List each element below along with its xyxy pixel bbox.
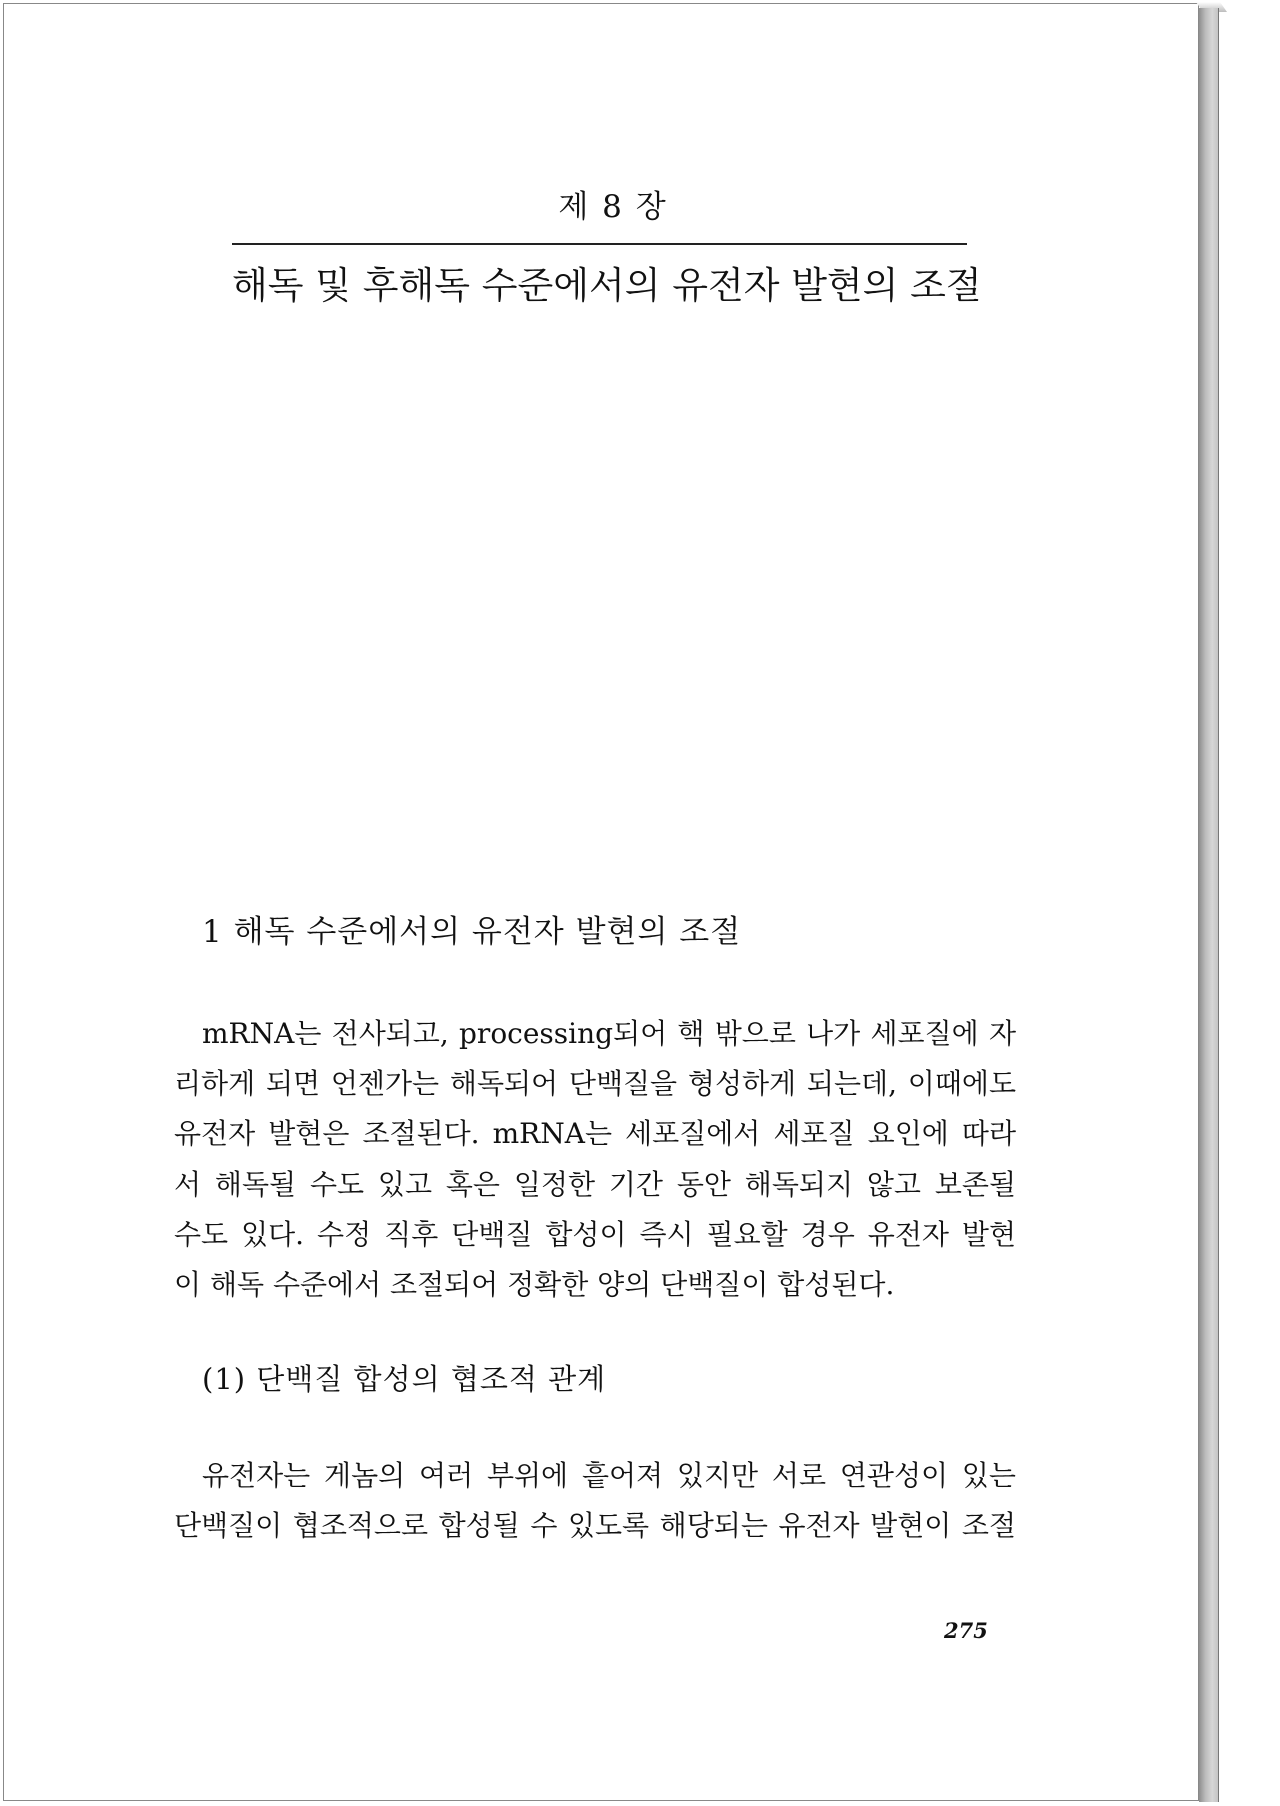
paragraph-line: 유전자는 게놈의 여러 부위에 흩어져 있지만 서로 연관성이 있는: [202, 1459, 1016, 1492]
chapter-label: 제 8 장: [558, 189, 668, 225]
subsection-paragraph: [174, 1451, 1016, 1551]
subsection-heading: (1) 단백질 합성의 협조적 관계: [202, 1362, 607, 1396]
chapter-divider: [232, 243, 967, 245]
paragraph-line: 서 해독될 수도 있고 혹은 일정한 기간 동안 해독되지 않고 보존될: [174, 1167, 1016, 1201]
paragraph-line: 수도 있다. 수정 직후 단백질 합성이 즉시 필요할 경우 유전자 발현: [174, 1217, 1016, 1251]
section-heading: 1 해독 수준에서의 유전자 발현의 조절: [202, 914, 742, 950]
section-paragraph: [174, 1009, 1016, 1310]
page-number: 275: [944, 1618, 988, 1643]
paragraph-line: mRNA는 전사되고, processing되어 핵 밖으로 나가 세포질에 자: [202, 1017, 1016, 1050]
paragraph-line: 리하게 되면 언젠가는 해독되어 단백질을 형성하게 되는데, 이때에도: [174, 1067, 1016, 1101]
page-stack-edge: [1199, 8, 1219, 1802]
paragraph-line: 이 해독 수준에서 조절되어 정확한 양의 단백질이 합성된다.: [174, 1267, 895, 1301]
paragraph-line: 유전자 발현은 조절된다. mRNA는 세포질에서 세포질 요인에 따라: [174, 1117, 1016, 1151]
paragraph-line: 단백질이 협조적으로 합성될 수 있도록 해당되는 유전자 발현이 조절: [174, 1509, 1016, 1543]
book-page: [3, 3, 1199, 1801]
chapter-title: 해독 및 후해독 수준에서의 유전자 발현의 조절: [232, 264, 982, 307]
